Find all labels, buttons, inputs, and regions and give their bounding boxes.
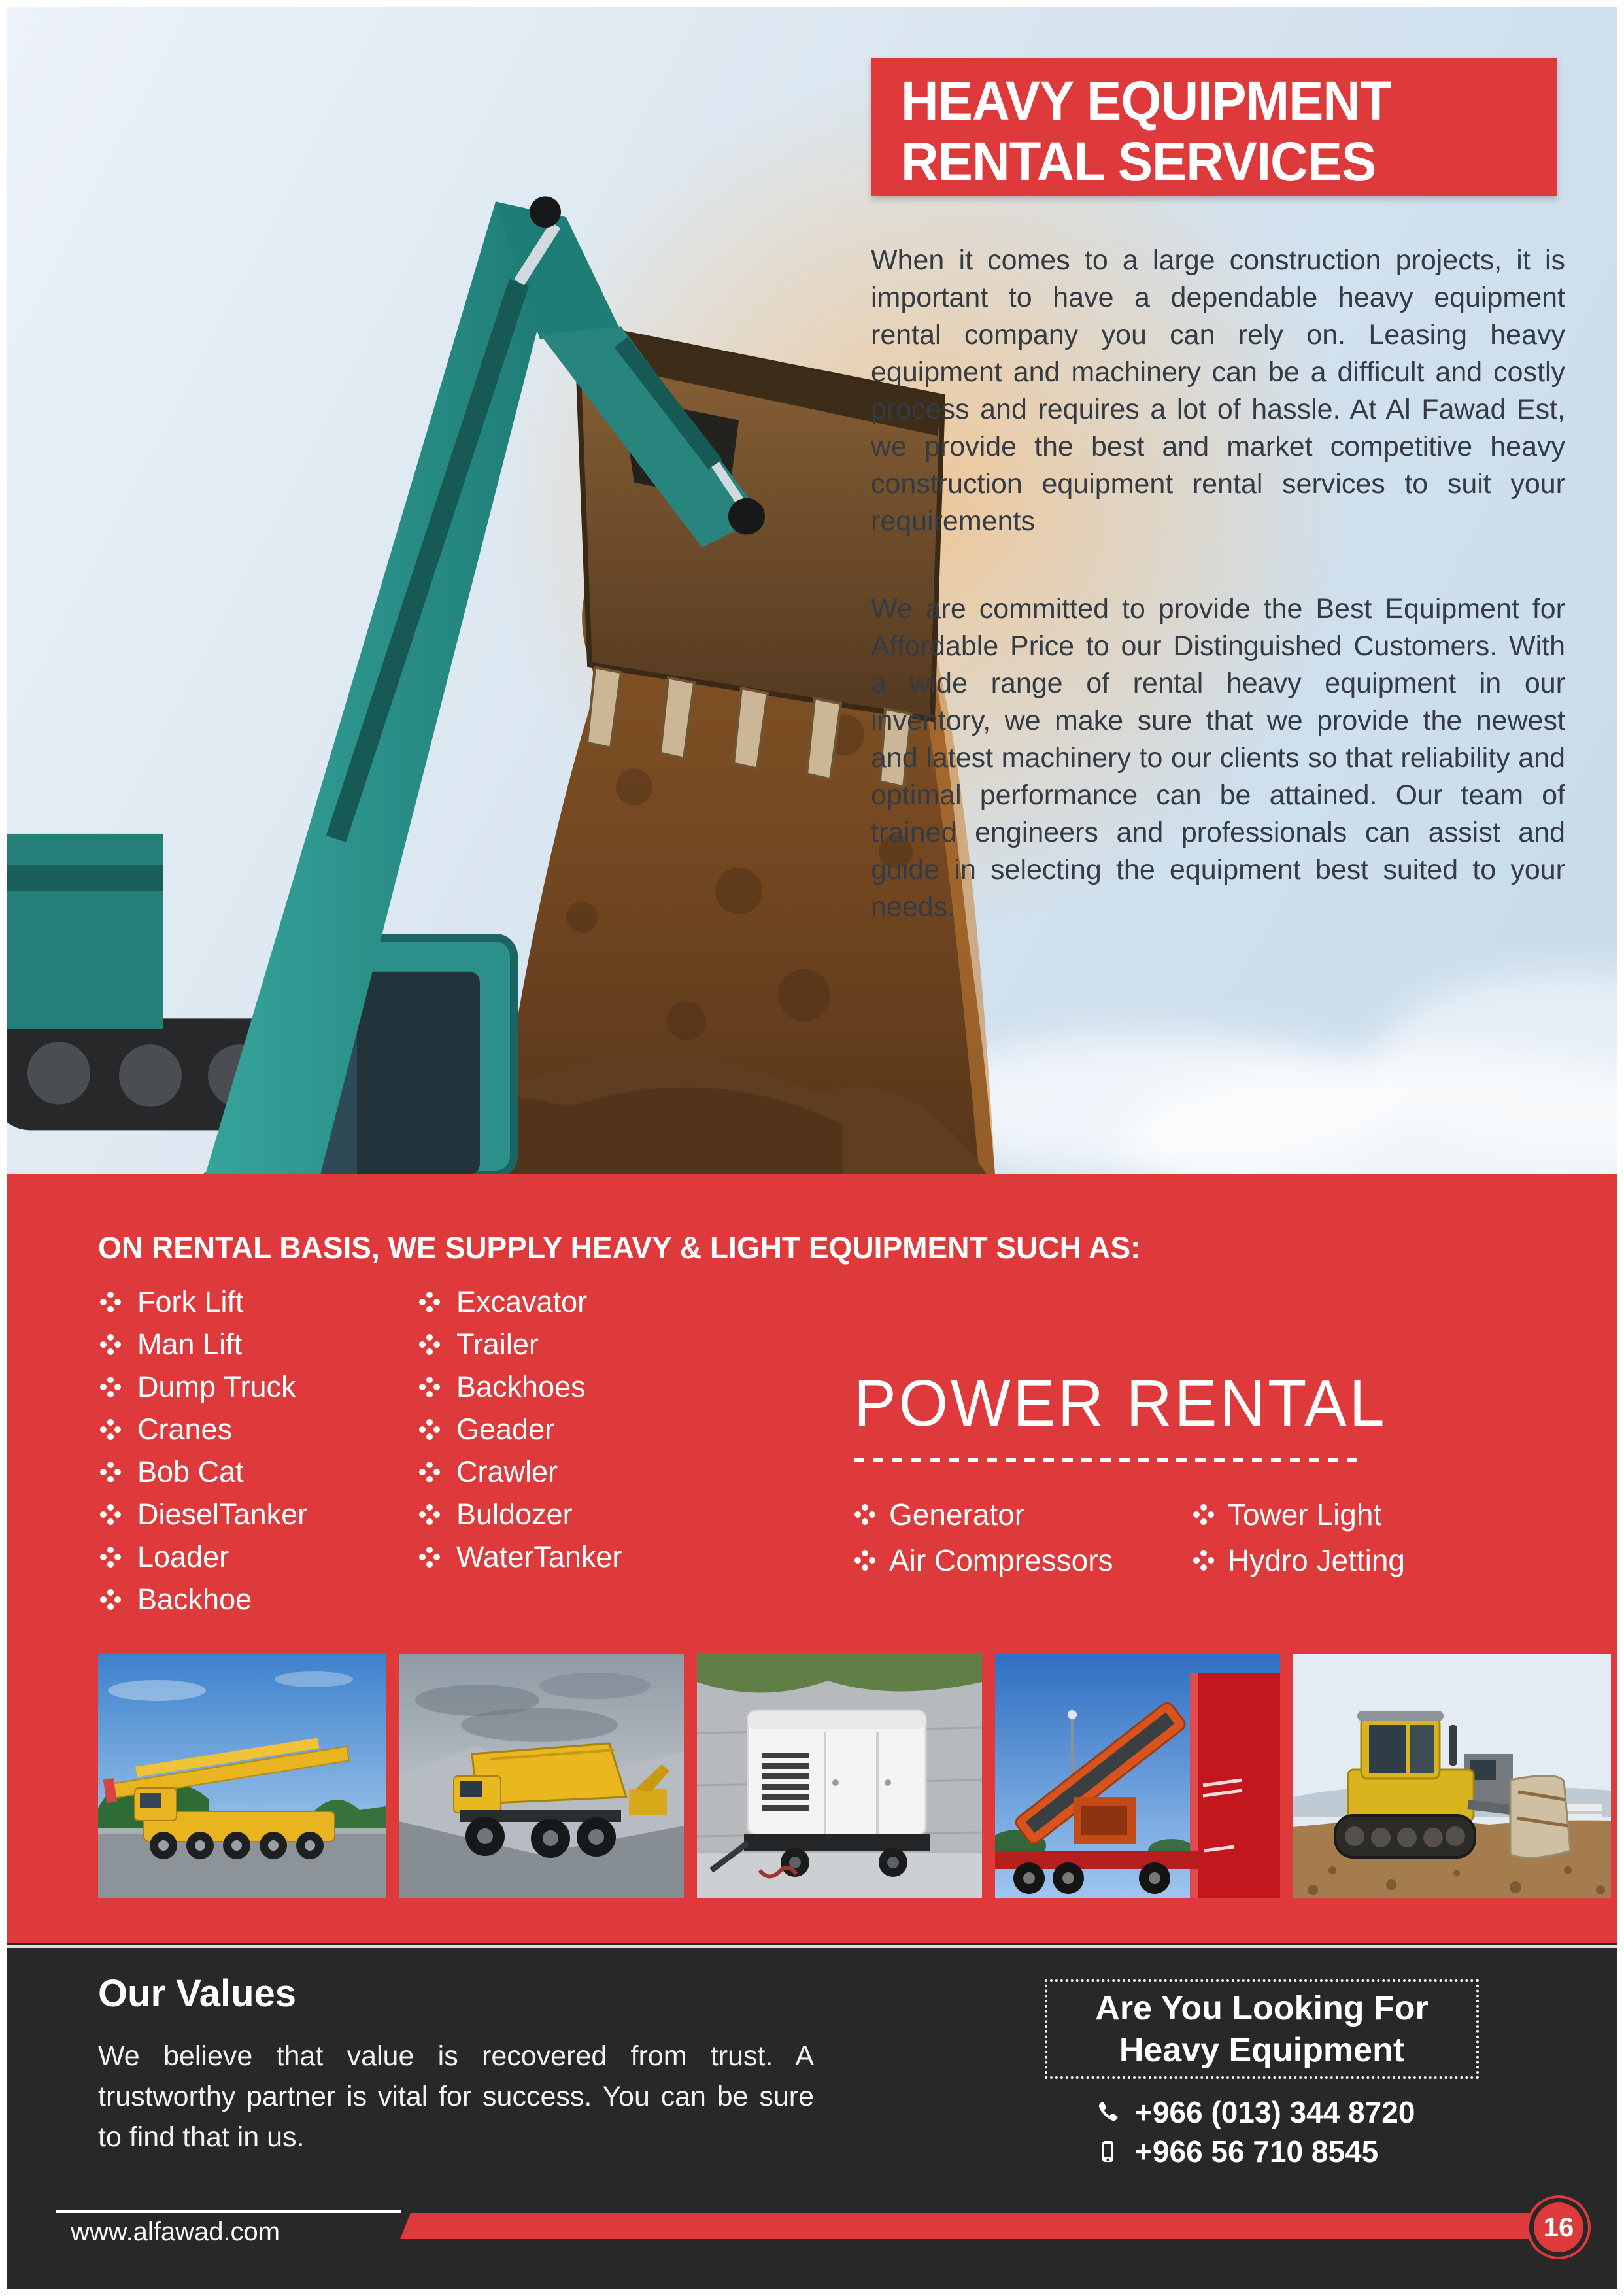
list-item xyxy=(418,1323,622,1365)
equipment-item-label: Tower Light xyxy=(1228,1498,1382,1532)
four-dot-bullet-icon xyxy=(99,1291,122,1313)
four-dot-bullet-icon xyxy=(1193,1503,1215,1526)
photo-bulldozer xyxy=(1293,1654,1611,1898)
list-item xyxy=(99,1280,307,1323)
four-dot-bullet-icon xyxy=(99,1333,122,1356)
phone-number-1: +966 (013) 344 8720 xyxy=(1135,2095,1415,2129)
generator-illustration xyxy=(697,1654,982,1898)
equipment-item-label: WaterTanker xyxy=(456,1539,622,1573)
page-title-line1: HEAVY EQUIPMENT xyxy=(901,70,1391,131)
equipment-item-label: Backhoe xyxy=(137,1582,252,1616)
four-dot-bullet-icon xyxy=(99,1418,122,1441)
four-dot-bullet-icon xyxy=(99,1588,122,1611)
list-item xyxy=(99,1408,307,1450)
list-item xyxy=(418,1280,622,1323)
four-dot-bullet-icon xyxy=(1193,1549,1215,1571)
footer-red-band xyxy=(400,2213,1536,2239)
equipment-item-label: Loader xyxy=(137,1539,229,1573)
values-body: We believe that value is recovered from trust. A trustworthy partner is vital for success. You can be sure to find that in us. xyxy=(98,2040,814,2153)
phone-icon xyxy=(1094,2099,1121,2125)
four-dot-bullet-icon xyxy=(854,1549,876,1571)
phone-contact-landline[interactable] xyxy=(1094,2095,1415,2130)
list-item xyxy=(854,1492,1113,1537)
photo-mobile-crane xyxy=(98,1654,386,1898)
looking-for-line1: Are You Looking For xyxy=(1095,1989,1429,2027)
four-dot-bullet-icon xyxy=(854,1503,876,1526)
rental-list-column-1 xyxy=(99,1280,307,1620)
four-dot-bullet-icon xyxy=(418,1376,441,1398)
equipment-item-label: Trailer xyxy=(456,1327,539,1361)
photo-equipment-transport xyxy=(995,1654,1280,1898)
looking-for-box xyxy=(1045,1979,1479,2079)
equipment-item-label: Backhoes xyxy=(456,1369,586,1403)
equipment-item-label: Excavator xyxy=(456,1284,588,1318)
phone-number-2: +966 56 710 8545 xyxy=(1135,2134,1379,2168)
equipment-item-label: DieselTanker xyxy=(137,1497,308,1531)
page-title-line2: RENTAL SERVICES xyxy=(901,131,1376,192)
mobile-phone-icon xyxy=(1094,2138,1121,2165)
equipment-item-label: Fork Lift xyxy=(137,1284,244,1318)
power-list-column-1 xyxy=(854,1492,1113,1583)
list-item xyxy=(99,1365,307,1408)
list-item xyxy=(418,1365,622,1408)
photo-generator-set xyxy=(697,1654,982,1898)
intro-paragraph-1: When it comes to a large construction projects, it is important to have a dependable heavy equipment rental company you can rely on. Leasing heavy equipment and machinery can be a difficult and costly process and requires a lot of hassle. At Al Fawad Est, we provide the best and market competitive heavy construction equipment rental services to suit your requirements xyxy=(871,245,1565,537)
four-dot-bullet-icon xyxy=(99,1546,122,1568)
page-number: 16 xyxy=(1543,2212,1574,2242)
four-dot-bullet-icon xyxy=(99,1503,122,1526)
equipment-item-label: Air Compressors xyxy=(889,1543,1113,1577)
page-number-badge xyxy=(1534,2202,1583,2252)
list-item xyxy=(418,1450,622,1493)
four-dot-bullet-icon xyxy=(418,1546,441,1568)
looking-for-line2: Heavy Equipment xyxy=(1119,2031,1405,2069)
power-rental-block xyxy=(850,1367,1406,1577)
four-dot-bullet-icon xyxy=(99,1461,122,1483)
equipment-item-label: Cranes xyxy=(137,1412,233,1446)
hero-section xyxy=(7,7,1617,1174)
equipment-item-label: Bob Cat xyxy=(137,1454,244,1488)
equipment-item-label: Dump Truck xyxy=(137,1369,296,1403)
list-item xyxy=(99,1323,307,1365)
list-item xyxy=(99,1493,307,1535)
title-banner xyxy=(871,58,1557,196)
list-item xyxy=(418,1408,622,1450)
dashed-divider xyxy=(854,1458,1359,1462)
list-item xyxy=(99,1578,307,1620)
equipment-item-label: Geader xyxy=(456,1412,555,1446)
list-item xyxy=(99,1450,307,1493)
equipment-item-label: Crawler xyxy=(456,1454,558,1488)
list-item xyxy=(418,1493,622,1535)
phone-contact-mobile[interactable] xyxy=(1094,2134,1378,2169)
power-rental-title: POWER RENTAL xyxy=(854,1367,1387,1440)
bulldozer-illustration xyxy=(1293,1654,1611,1898)
four-dot-bullet-icon xyxy=(99,1376,122,1398)
four-dot-bullet-icon xyxy=(418,1291,441,1313)
footer-section xyxy=(7,1943,1617,2289)
mobile-crane-illustration xyxy=(98,1654,386,1898)
website-url[interactable]: www.alfawad.com xyxy=(71,2218,280,2246)
list-item xyxy=(418,1535,622,1578)
list-item xyxy=(1193,1537,1405,1583)
intro-paragraph-2: We are committed to provide the Best Equipment for Affordable Price to our Distinguished Customers. With a wide range of rental heavy equipment in our inventory, we make sure that we provide the newest and latest machinery to our clients so that reliability and optimal performance can be attained. Our team of trained engineers and professionals can assist and guide in selecting the equipment best suited to your needs. xyxy=(871,593,1565,923)
footer-rule xyxy=(56,2210,401,2213)
equipment-item-label: Hydro Jetting xyxy=(1228,1543,1406,1577)
rental-section xyxy=(7,1174,1617,1943)
four-dot-bullet-icon xyxy=(418,1333,441,1356)
four-dot-bullet-icon xyxy=(418,1461,441,1483)
list-item xyxy=(1193,1492,1405,1537)
equipment-item-label: Generator xyxy=(889,1498,1025,1532)
rental-heading: ON RENTAL BASIS, WE SUPPLY HEAVY & LIGHT EQUIPMENT SUCH AS: xyxy=(98,1230,1141,1265)
section-divider xyxy=(7,1945,1617,1948)
four-dot-bullet-icon xyxy=(418,1418,441,1441)
transport-truck-illustration xyxy=(995,1654,1280,1898)
photo-mining-dump-truck xyxy=(399,1654,684,1898)
dump-truck-illustration xyxy=(399,1654,684,1898)
equipment-item-label: Buldozer xyxy=(456,1497,573,1531)
rental-list-column-2 xyxy=(418,1280,622,1578)
list-item xyxy=(854,1537,1113,1583)
equipment-item-label: Man Lift xyxy=(137,1327,243,1361)
power-list-column-2 xyxy=(1193,1492,1405,1583)
values-heading: Our Values xyxy=(98,1972,297,2015)
list-item xyxy=(99,1535,307,1578)
equipment-photo-strip xyxy=(7,1654,1617,1898)
four-dot-bullet-icon xyxy=(418,1503,441,1526)
